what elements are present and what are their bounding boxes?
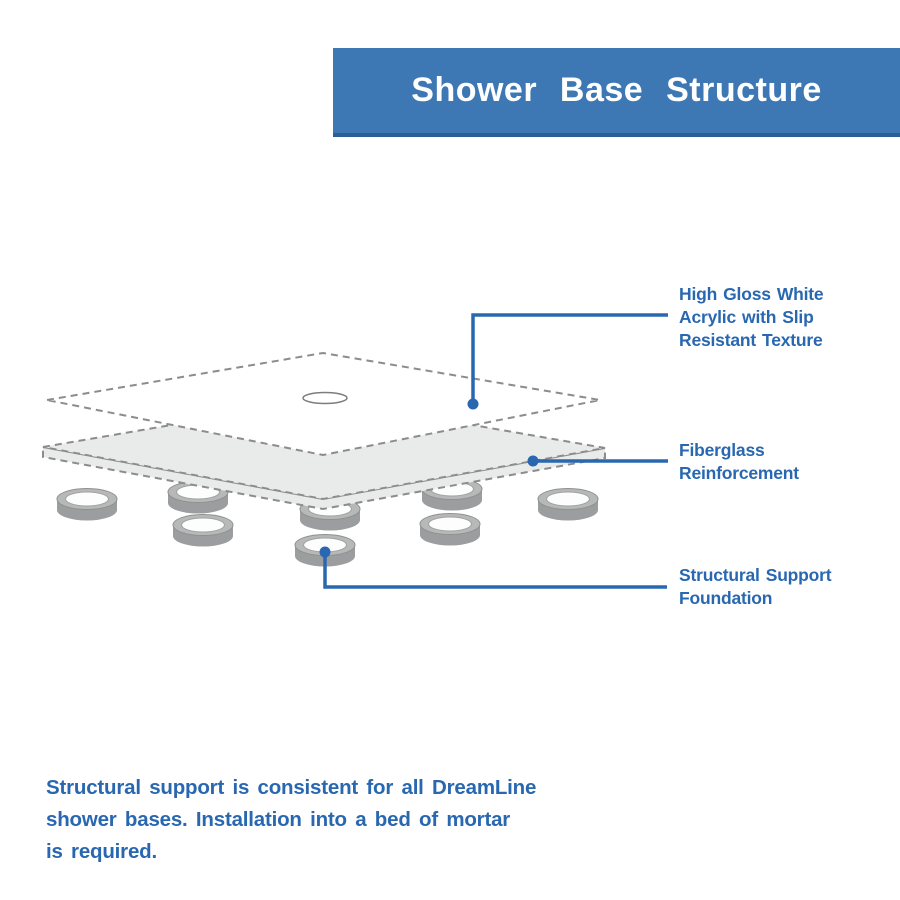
label-line: High Gloss White xyxy=(679,284,824,304)
footer-note-line: shower bases. Installation into a bed of mortar xyxy=(46,808,511,831)
label-line: Structural Support xyxy=(679,565,832,585)
label-line: Foundation xyxy=(679,588,773,608)
label-line: Fiberglass xyxy=(679,440,765,460)
callout-dot-foundation xyxy=(320,547,331,558)
label-support-foundation xyxy=(679,564,831,610)
callout-line-foundation xyxy=(325,552,667,587)
label-line: Resistant Texture xyxy=(679,330,823,350)
label-line: Reinforcement xyxy=(679,463,799,483)
support-ring xyxy=(538,489,598,521)
footer-note-line: Structural support is consistent for all DreamLine xyxy=(46,776,537,799)
support-ring xyxy=(57,489,117,521)
drain-opening xyxy=(303,393,347,404)
footer-note xyxy=(46,772,536,868)
callout-dot-acrylic xyxy=(468,399,479,410)
label-acrylic-layer xyxy=(679,283,823,352)
label-line: Acrylic with Slip xyxy=(679,307,814,327)
callout-dot-fiberglass xyxy=(528,456,539,467)
page-title: Shower Base Structure xyxy=(411,71,822,109)
footer-note-line: is required. xyxy=(46,840,157,863)
support-ring xyxy=(420,514,480,546)
support-ring xyxy=(173,515,233,547)
label-fiberglass-layer xyxy=(679,439,799,485)
